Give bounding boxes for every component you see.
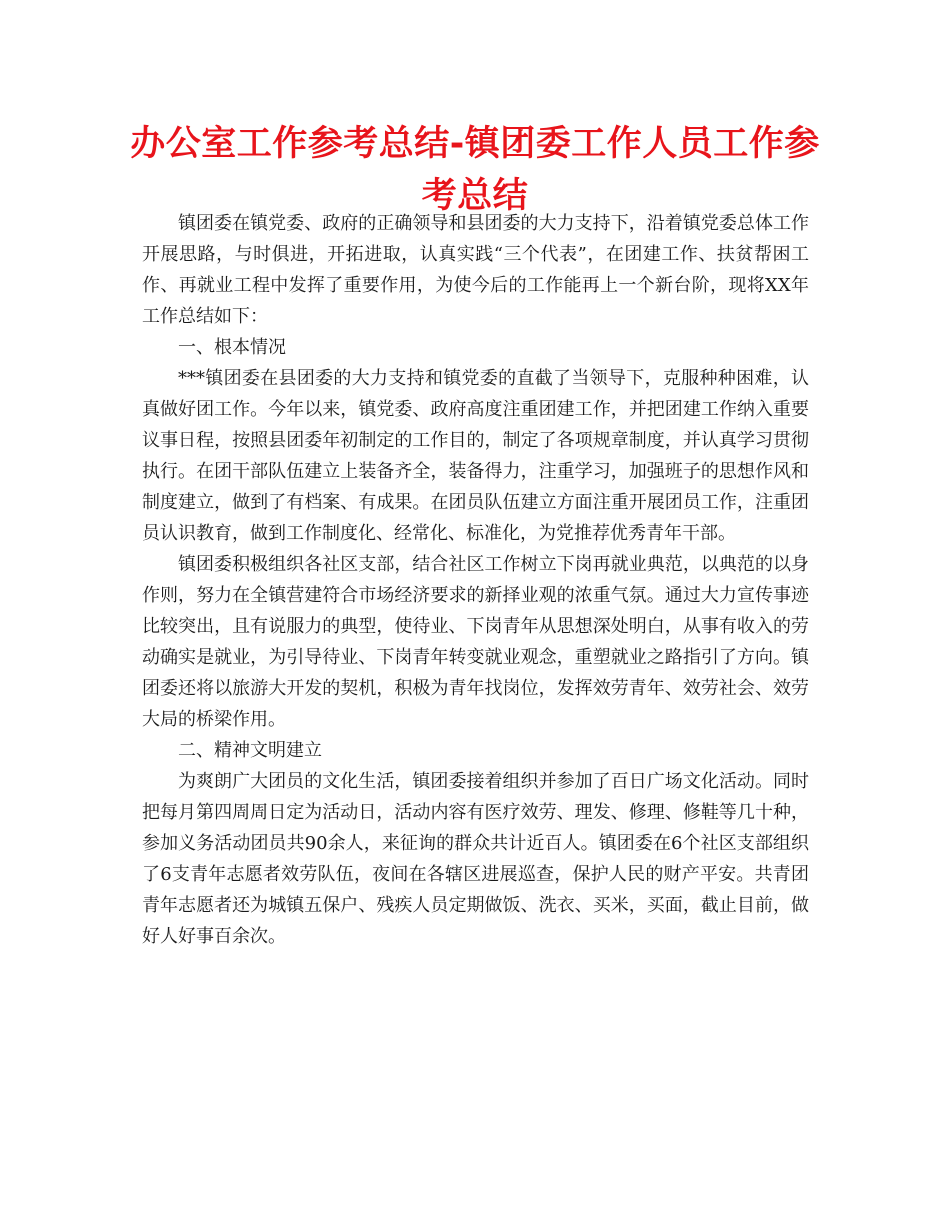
intro-paragraph: 镇团委在镇党委、政府的正确领导和县团委的大力支持下，沿着镇党委总体工作开展思路，与时俱进，开拓进取，认真实践“三个代表”，在团建工作、扶贫帮困工作、再就业工程中发挥了重要作用，为使今后的工作能再上一个新台阶，现将XX年工作总结如下： (142, 213, 809, 327)
civilization-paragraph: 为爽朗广大团员的文化生活，镇团委接着组织并参加了百日广场文化活动。同时把每月第四周周日定为活动日，活动内容有医疗效劳、理发、修理、修鞋等几十种，参加义务活动团员共90余人，来征询的群众共计近百人。镇团委在6个社区支部组织了6支青年志愿者效劳队伍，夜间在各辖区进展巡查，保护人民的财产平安。共青团青年志愿者还为城镇五保户、残疾人员定期做饭、洗衣、买米，买面，截止目前，做好人好事百余次。 (142, 771, 809, 947)
section-heading-civilization: 二、精神文明建立 (178, 740, 322, 761)
document-body (142, 208, 809, 952)
employment-paragraph: 镇团委积极组织各社区支部，结合社区工作树立下岗再就业典范，以典范的以身作则，努力在全镇营建符合市场经济要求的新择业观的浓重气氛。通过大力宣传事迹比较突出，且有说服力的典型，使待业、下岗青年从思想深处明白，从事有收入的劳动确实是就业，为引导待业、下岗青年转变就业观念，重塑就业之路指引了方向。镇团委还将以旅游大开发的契机，积极为青年找岗位，发挥效劳青年、效劳社会、效劳大局的桥梁作用。 (142, 554, 809, 730)
section-heading-basic-situation: 一、根本情况 (178, 337, 286, 358)
document-title: 办公室工作参考总结-镇团委工作人员工作参考总结 (130, 124, 820, 216)
basic-situation-paragraph: ***镇团委在县团委的大力支持和镇党委的直截了当领导下，克服种种困难，认真做好团工作。今年以来，镇党委、政府高度注重团建工作，并把团建工作纳入重要议事日程，按照县团委年初制定的工作目的，制定了各项规章制度，并认真学习贯彻执行。在团干部队伍建立上装备齐全，装备得力，注重学习，加强班子的思想作风和制度建立，做到了有档案、有成果。在团员队伍建立方面注重开展团员工作，注重团员认识教育，做到工作制度化、经常化、标准化，为党推荐优秀青年干部。 (142, 368, 809, 544)
